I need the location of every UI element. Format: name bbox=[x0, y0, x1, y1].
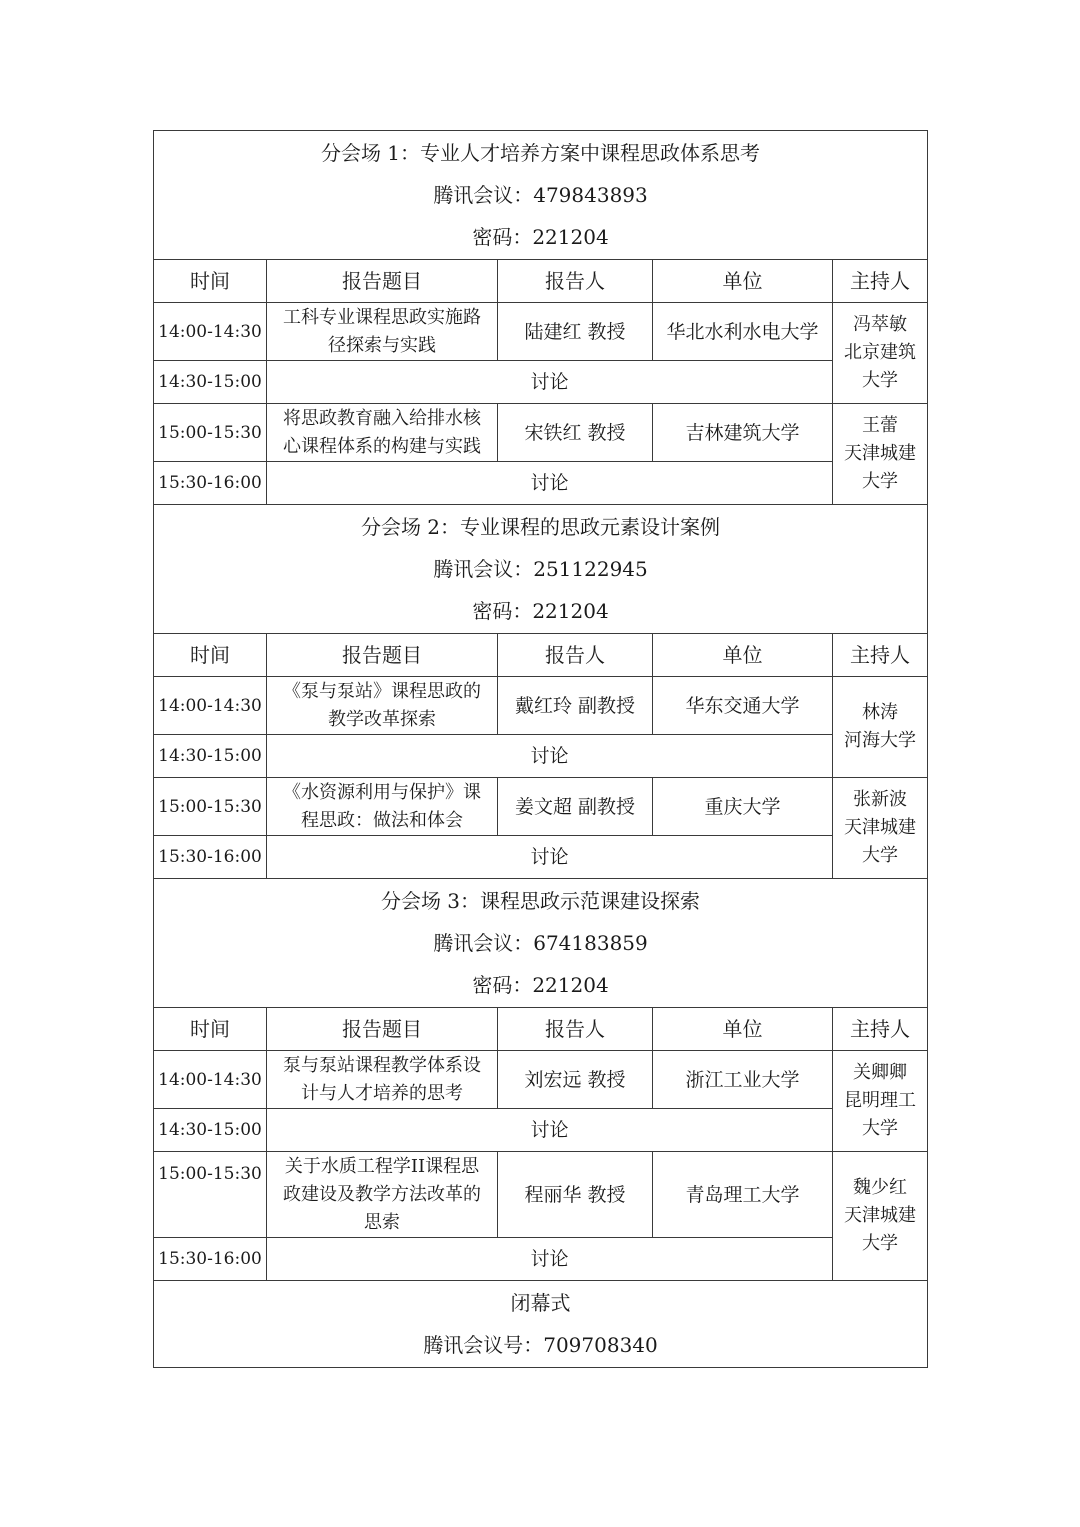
col-header-host: 主持人 bbox=[833, 260, 928, 303]
talk-speaker: 陆建红 教授 bbox=[498, 303, 653, 361]
col-header-topic: 报告题目 bbox=[267, 1008, 498, 1051]
session-host bbox=[833, 677, 928, 778]
host-line: 天津城建 bbox=[844, 817, 916, 838]
talk-time: 15:00-15:30 bbox=[154, 404, 267, 462]
column-header-row bbox=[154, 634, 928, 677]
session-header bbox=[154, 131, 928, 260]
discussion-time: 14:30-15:00 bbox=[154, 1109, 267, 1152]
session-title: 分会场 3：课程思政示范课建设探索 bbox=[380, 889, 701, 913]
talk-topic bbox=[267, 1051, 498, 1109]
topic-line: 《水资源利用与保护》课 bbox=[283, 781, 481, 803]
host-line: 魏少红 bbox=[853, 1177, 907, 1198]
session-meeting-id: 腾讯会议：479843893 bbox=[433, 183, 648, 207]
topic-line: 径探索与实践 bbox=[328, 334, 436, 356]
host-line: 关卿卿 bbox=[853, 1062, 907, 1083]
talk-topic bbox=[267, 1152, 498, 1238]
talk-unit: 华北水利水电大学 bbox=[653, 303, 833, 361]
session-host bbox=[833, 778, 928, 879]
talk-unit: 吉林建筑大学 bbox=[653, 404, 833, 462]
host-line: 冯萃敏 bbox=[853, 314, 907, 335]
topic-line: 教学改革探索 bbox=[328, 708, 436, 730]
topic-line: 思索 bbox=[364, 1211, 400, 1233]
talk-unit: 华东交通大学 bbox=[653, 677, 833, 735]
col-header-unit: 单位 bbox=[653, 1008, 833, 1051]
table-row bbox=[154, 462, 928, 505]
discussion-time: 15:30-16:00 bbox=[154, 462, 267, 505]
session-host bbox=[833, 1051, 928, 1152]
closing-meeting-id: 腾讯会议号：709708340 bbox=[423, 1333, 658, 1357]
closing-title: 闭幕式 bbox=[510, 1291, 571, 1315]
table-row bbox=[154, 303, 928, 361]
table-row bbox=[154, 1109, 928, 1152]
discussion-label: 讨论 bbox=[267, 735, 833, 778]
session-host bbox=[833, 303, 928, 404]
closing-section bbox=[154, 1281, 928, 1368]
talk-time: 14:00-14:30 bbox=[154, 303, 267, 361]
col-header-unit: 单位 bbox=[653, 260, 833, 303]
host-line: 大学 bbox=[862, 471, 898, 492]
host-line: 大学 bbox=[862, 1118, 898, 1139]
talk-unit: 重庆大学 bbox=[653, 778, 833, 836]
talk-unit: 浙江工业大学 bbox=[653, 1051, 833, 1109]
table-row bbox=[154, 677, 928, 735]
discussion-time: 15:30-16:00 bbox=[154, 1238, 267, 1281]
column-header-row bbox=[154, 1008, 928, 1051]
col-header-topic: 报告题目 bbox=[267, 634, 498, 677]
col-header-speaker: 报告人 bbox=[498, 260, 653, 303]
topic-line: 计与人才培养的思考 bbox=[301, 1082, 463, 1104]
col-header-speaker: 报告人 bbox=[498, 634, 653, 677]
topic-line: 《泵与泵站》课程思政的 bbox=[283, 680, 481, 702]
talk-time: 15:00-15:30 bbox=[154, 778, 267, 836]
session-meeting-id: 腾讯会议：251122945 bbox=[433, 557, 648, 581]
col-header-topic: 报告题目 bbox=[267, 260, 498, 303]
session-title: 分会场 1：专业人才培养方案中课程思政体系思考 bbox=[320, 141, 761, 165]
topic-line: 心课程体系的构建与实践 bbox=[283, 435, 481, 457]
talk-unit: 青岛理工大学 bbox=[653, 1152, 833, 1238]
discussion-label: 讨论 bbox=[267, 1109, 833, 1152]
schedule-table bbox=[153, 130, 928, 1368]
host-line: 大学 bbox=[862, 1233, 898, 1254]
topic-line: 将思政教育融入给排水核 bbox=[283, 407, 481, 429]
table-row bbox=[154, 778, 928, 836]
table-row bbox=[154, 361, 928, 404]
host-line: 大学 bbox=[862, 845, 898, 866]
table-row bbox=[154, 1152, 928, 1238]
host-line: 张新波 bbox=[853, 789, 907, 810]
table-row bbox=[154, 404, 928, 462]
host-line: 天津城建 bbox=[844, 443, 916, 464]
session-title: 分会场 2：专业课程的思政元素设计案例 bbox=[360, 515, 721, 539]
discussion-time: 15:30-16:00 bbox=[154, 836, 267, 879]
col-header-unit: 单位 bbox=[653, 634, 833, 677]
talk-speaker: 姜文超 副教授 bbox=[498, 778, 653, 836]
talk-speaker: 程丽华 教授 bbox=[498, 1152, 653, 1238]
column-header-row bbox=[154, 260, 928, 303]
talk-speaker: 宋铁红 教授 bbox=[498, 404, 653, 462]
topic-line: 政建设及教学方法改革的 bbox=[283, 1183, 481, 1205]
session-password: 密码：221204 bbox=[472, 225, 609, 249]
session-host bbox=[833, 1152, 928, 1281]
discussion-label: 讨论 bbox=[267, 836, 833, 879]
topic-line: 泵与泵站课程教学体系设 bbox=[283, 1054, 481, 1076]
session-header bbox=[154, 879, 928, 1008]
host-line: 河海大学 bbox=[844, 730, 916, 751]
table-row bbox=[154, 735, 928, 778]
discussion-label: 讨论 bbox=[267, 462, 833, 505]
topic-line: 关于水质工程学II课程思 bbox=[284, 1155, 480, 1177]
discussion-time: 14:30-15:00 bbox=[154, 735, 267, 778]
col-header-time: 时间 bbox=[154, 1008, 267, 1051]
talk-time: 14:00-14:30 bbox=[154, 1051, 267, 1109]
talk-time: 14:00-14:30 bbox=[154, 677, 267, 735]
session-host bbox=[833, 404, 928, 505]
col-header-host: 主持人 bbox=[833, 1008, 928, 1051]
talk-speaker: 戴红玲 副教授 bbox=[498, 677, 653, 735]
talk-time: 15:00-15:30 bbox=[154, 1152, 267, 1238]
col-header-time: 时间 bbox=[154, 634, 267, 677]
talk-topic bbox=[267, 404, 498, 462]
talk-topic bbox=[267, 677, 498, 735]
discussion-label: 讨论 bbox=[267, 1238, 833, 1281]
host-line: 林涛 bbox=[862, 702, 898, 723]
session-header bbox=[154, 505, 928, 634]
topic-line: 工科专业课程思政实施路 bbox=[283, 306, 481, 328]
table-row bbox=[154, 836, 928, 879]
discussion-time: 14:30-15:00 bbox=[154, 361, 267, 404]
discussion-label: 讨论 bbox=[267, 361, 833, 404]
host-line: 昆明理工 bbox=[844, 1090, 916, 1111]
col-header-time: 时间 bbox=[154, 260, 267, 303]
talk-topic bbox=[267, 303, 498, 361]
col-header-speaker: 报告人 bbox=[498, 1008, 653, 1051]
col-header-host: 主持人 bbox=[833, 634, 928, 677]
session-password: 密码：221204 bbox=[472, 599, 609, 623]
topic-line: 程思政：做法和体会 bbox=[301, 809, 463, 831]
table-row bbox=[154, 1051, 928, 1109]
table-row bbox=[154, 1238, 928, 1281]
talk-topic bbox=[267, 778, 498, 836]
host-line: 大学 bbox=[862, 370, 898, 391]
host-line: 天津城建 bbox=[844, 1205, 916, 1226]
host-line: 北京建筑 bbox=[844, 342, 916, 363]
talk-speaker: 刘宏远 教授 bbox=[498, 1051, 653, 1109]
session-password: 密码：221204 bbox=[472, 973, 609, 997]
session-meeting-id: 腾讯会议：674183859 bbox=[433, 931, 648, 955]
host-line: 王蕾 bbox=[862, 415, 898, 436]
